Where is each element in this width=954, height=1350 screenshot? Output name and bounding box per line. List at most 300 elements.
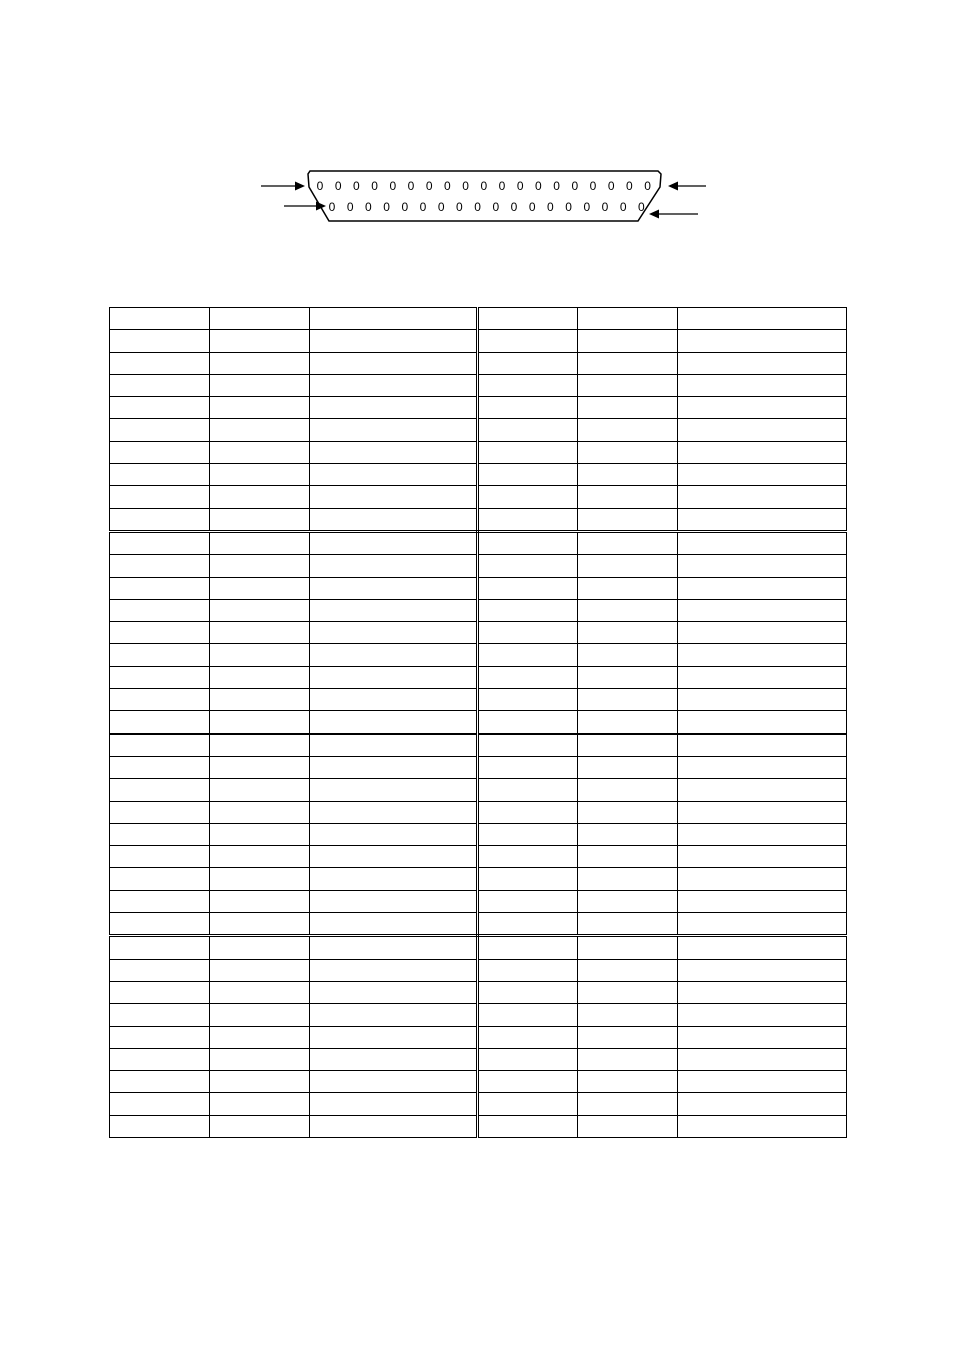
table-cell [678,936,847,959]
table-cell [110,711,210,734]
table-cell [578,374,678,396]
table-cell [310,397,478,419]
table-cell [478,308,578,330]
table-cell [478,352,578,374]
table-cell [678,868,847,890]
table-cell [110,734,210,757]
pin-hole: 0 [328,200,336,214]
table-cell [310,868,478,890]
table-cell [478,644,578,666]
table-row [110,1071,847,1093]
table-cell [478,756,578,778]
table-row [110,577,847,599]
table-cell [210,555,310,577]
table-cell [678,419,847,441]
table-cell [210,959,310,981]
table-cell [110,441,210,463]
table-cell [478,330,578,352]
table-row [110,846,847,868]
table-cell [578,1026,678,1048]
pin-hole: 0 [553,179,560,193]
table-cell [210,666,310,688]
pin-assignment-table [109,307,847,1138]
table-row [110,486,847,508]
table-cell [310,330,478,352]
table-cell [210,577,310,599]
table-cell [310,846,478,868]
table-cell [678,913,847,936]
pin-hole: 0 [474,200,481,214]
table-cell [678,801,847,823]
pin-hole: 0 [607,179,615,193]
table-cell [210,419,310,441]
table-cell [310,779,478,801]
table-cell [210,1071,310,1093]
table-row [110,555,847,577]
table-row [110,419,847,441]
table-row [110,890,847,912]
table-cell [110,1026,210,1048]
table-cell [678,756,847,778]
table-row [110,441,847,463]
table-cell [478,622,578,644]
table-cell [310,1048,478,1070]
table-cell [678,308,847,330]
table-cell [110,555,210,577]
table-cell [210,599,310,621]
table-cell [478,555,578,577]
table-cell [110,890,210,912]
db37-connector-diagram [255,165,715,230]
table-cell [110,801,210,823]
table-cell [310,890,478,912]
table-cell [110,374,210,396]
pin-hole: 0 [601,200,609,214]
table-cell [678,689,847,711]
table-cell [210,913,310,936]
table-cell [478,868,578,890]
table-cell [678,486,847,508]
arrow-right-icon [261,182,305,191]
table-cell [110,397,210,419]
pin-row-bottom [329,200,645,214]
table-cell [478,397,578,419]
arrow-left-icon [668,182,706,191]
table-cell [210,711,310,734]
table-cell [210,734,310,757]
table-cell [210,801,310,823]
table-cell [210,441,310,463]
table-cell [310,959,478,981]
table-cell [678,890,847,912]
table-cell [310,1093,478,1115]
table-cell [110,981,210,1003]
table-cell [678,1048,847,1070]
pin-hole: 0 [626,179,633,193]
table-row [110,508,847,531]
table-cell [210,846,310,868]
table-cell [578,531,678,554]
table-cell [110,308,210,330]
pin-hole: 0 [565,200,572,214]
table-row [110,352,847,374]
table-cell [678,330,847,352]
table-cell [578,823,678,845]
table-row [110,531,847,554]
table-cell [578,711,678,734]
table-cell [578,1048,678,1070]
table-cell [678,644,847,666]
table-cell [110,508,210,531]
table-cell [578,779,678,801]
table-cell [478,846,578,868]
table-cell [310,711,478,734]
table-row [110,959,847,981]
table-cell [210,890,310,912]
pin-hole: 0 [346,200,354,214]
table-cell [210,689,310,711]
table-cell [110,1071,210,1093]
table-cell [578,308,678,330]
pin-hole: 0 [480,179,488,193]
pin-hole: 0 [492,200,500,214]
table-cell [678,734,847,757]
table-cell [310,508,478,531]
table-cell [210,644,310,666]
pin-hole: 0 [510,200,518,214]
table-cell [478,1004,578,1026]
table-cell [478,981,578,1003]
arrow-left-icon [649,210,698,219]
table-cell [210,1004,310,1026]
table-cell [678,846,847,868]
table-cell [678,1093,847,1115]
table-row [110,1026,847,1048]
table-cell [478,823,578,845]
table-cell [578,959,678,981]
table-cell [478,1048,578,1070]
table-cell [110,486,210,508]
table-cell [110,823,210,845]
table-cell [478,1093,578,1115]
table-row [110,1093,847,1115]
table-cell [110,419,210,441]
table-cell [478,1115,578,1137]
table-cell [578,1093,678,1115]
table-cell [310,801,478,823]
table-cell [678,1026,847,1048]
table-cell [310,531,478,554]
table-cell [578,555,678,577]
table-cell [210,1093,310,1115]
table-cell [110,1093,210,1115]
pin-hole: 0 [638,200,645,214]
table-cell [578,486,678,508]
table-cell [578,981,678,1003]
table-cell [310,666,478,688]
table-cell [310,599,478,621]
table-cell [210,397,310,419]
table-cell [578,890,678,912]
table-cell [678,555,847,577]
table-row [110,397,847,419]
table-row [110,823,847,845]
table-cell [578,577,678,599]
table-cell [478,531,578,554]
pin-hole: 0 [401,200,409,214]
table-cell [678,441,847,463]
table-cell [310,734,478,757]
table-cell [210,352,310,374]
table-row [110,689,847,711]
table-cell [478,1071,578,1093]
pin-hole: 0 [371,179,378,193]
table-cell [110,846,210,868]
table-cell [310,756,478,778]
table-cell [678,981,847,1003]
table-cell [478,711,578,734]
table-cell [678,1004,847,1026]
table-cell [310,913,478,936]
pin-hole: 0 [589,179,597,193]
table-cell [210,464,310,486]
table-cell [110,644,210,666]
pin-hole: 0 [547,200,554,214]
table-cell [310,555,478,577]
table-row [110,868,847,890]
table-row [110,711,847,734]
table-row [110,801,847,823]
pin-hole: 0 [583,200,591,214]
table-cell [478,913,578,936]
pin-hole: 0 [407,179,415,193]
pin-row-top [317,179,652,193]
table-cell [110,1004,210,1026]
table-cell [578,419,678,441]
table-cell [110,599,210,621]
table-cell [578,868,678,890]
table-cell [578,734,678,757]
table-cell [310,1115,478,1137]
pin-hole: 0 [365,200,372,214]
table-cell [678,599,847,621]
table-cell [110,1115,210,1137]
table-cell [210,508,310,531]
pin-hole: 0 [425,179,433,193]
table-cell [478,464,578,486]
pin-hole: 0 [456,200,463,214]
table-cell [210,308,310,330]
table-cell [310,981,478,1003]
table-cell [210,486,310,508]
table-cell [678,622,847,644]
table-cell [678,374,847,396]
table-cell [678,823,847,845]
pin-hole: 0 [498,179,506,193]
table-cell [110,531,210,554]
pin-hole: 0 [437,200,445,214]
table-row [110,1004,847,1026]
table-row [110,666,847,688]
table-cell [478,508,578,531]
table-cell [578,666,678,688]
table-cell [678,531,847,554]
table-cell [578,352,678,374]
pin-hole: 0 [389,179,397,193]
table-cell [578,756,678,778]
pin-hole: 0 [571,179,579,193]
table-cell [578,622,678,644]
table-cell [210,936,310,959]
table-cell [578,936,678,959]
pin-hole: 0 [535,179,542,193]
table-cell [678,959,847,981]
pin-hole: 0 [316,179,324,193]
table-cell [578,846,678,868]
table-row [110,913,847,936]
table-cell [678,1115,847,1137]
table-cell [110,577,210,599]
table-row [110,599,847,621]
table-row [110,734,847,757]
table-row [110,330,847,352]
pin-hole: 0 [462,179,469,193]
table-cell [210,531,310,554]
table-cell [110,666,210,688]
table-cell [478,936,578,959]
table-cell [678,397,847,419]
pin-hole: 0 [444,179,451,193]
table-cell [310,441,478,463]
table-cell [578,801,678,823]
pin-hole: 0 [528,200,536,214]
table-cell [310,1004,478,1026]
table-cell [110,779,210,801]
table-cell [678,779,847,801]
table-cell [478,779,578,801]
table-cell [310,308,478,330]
table-cell [478,666,578,688]
table-cell [310,936,478,959]
table-row [110,756,847,778]
table-cell [210,622,310,644]
table-cell [110,913,210,936]
table-cell [210,1115,310,1137]
table-cell [210,330,310,352]
table-cell [110,622,210,644]
table-cell [110,330,210,352]
table-cell [110,689,210,711]
table-row [110,644,847,666]
table-cell [110,756,210,778]
table-cell [210,868,310,890]
table-cell [478,890,578,912]
pin-hole: 0 [516,179,524,193]
arrow-right-icon [284,202,326,211]
table-row [110,981,847,1003]
table-cell [310,1026,478,1048]
table-row [110,308,847,330]
table-cell [478,734,578,757]
table-cell [210,823,310,845]
table-cell [578,1004,678,1026]
table-cell [478,441,578,463]
table-cell [678,666,847,688]
table-cell [210,374,310,396]
table-cell [310,644,478,666]
table-cell [578,599,678,621]
table-cell [310,374,478,396]
table-row [110,622,847,644]
table-row [110,779,847,801]
table-cell [478,801,578,823]
pin-hole: 0 [644,179,651,193]
table-cell [478,419,578,441]
pin-hole: 0 [383,200,390,214]
table-cell [478,689,578,711]
table-cell [310,622,478,644]
table-cell [578,330,678,352]
table-cell [578,508,678,531]
table-row [110,936,847,959]
table-cell [678,464,847,486]
table-cell [310,352,478,374]
table-cell [110,959,210,981]
table-cell [110,1048,210,1070]
table-cell [110,352,210,374]
table-cell [678,352,847,374]
table-cell [310,464,478,486]
table-cell [578,397,678,419]
table-row [110,1115,847,1137]
table-cell [110,868,210,890]
table-cell [210,1048,310,1070]
table-cell [678,711,847,734]
table-cell [210,981,310,1003]
table-cell [478,1026,578,1048]
table-cell [478,486,578,508]
table-cell [478,959,578,981]
table-cell [578,644,678,666]
table-cell [678,1071,847,1093]
pin-hole: 0 [419,200,427,214]
pin-hole: 0 [353,179,360,193]
table-cell [478,577,578,599]
table-cell [310,577,478,599]
table-row [110,374,847,396]
table-cell [578,441,678,463]
table-cell [310,1071,478,1093]
table-cell [478,374,578,396]
table-row [110,464,847,486]
table-cell [578,689,678,711]
table-cell [478,599,578,621]
table-cell [310,823,478,845]
pin-hole: 0 [619,200,627,214]
table-cell [678,508,847,531]
table-cell [210,756,310,778]
table-cell [310,419,478,441]
table-row [110,1048,847,1070]
table-cell [110,936,210,959]
table-cell [578,913,678,936]
table-cell [578,1071,678,1093]
table-cell [578,464,678,486]
pin-hole: 0 [334,179,342,193]
table-cell [110,464,210,486]
table-cell [678,577,847,599]
table-cell [210,779,310,801]
